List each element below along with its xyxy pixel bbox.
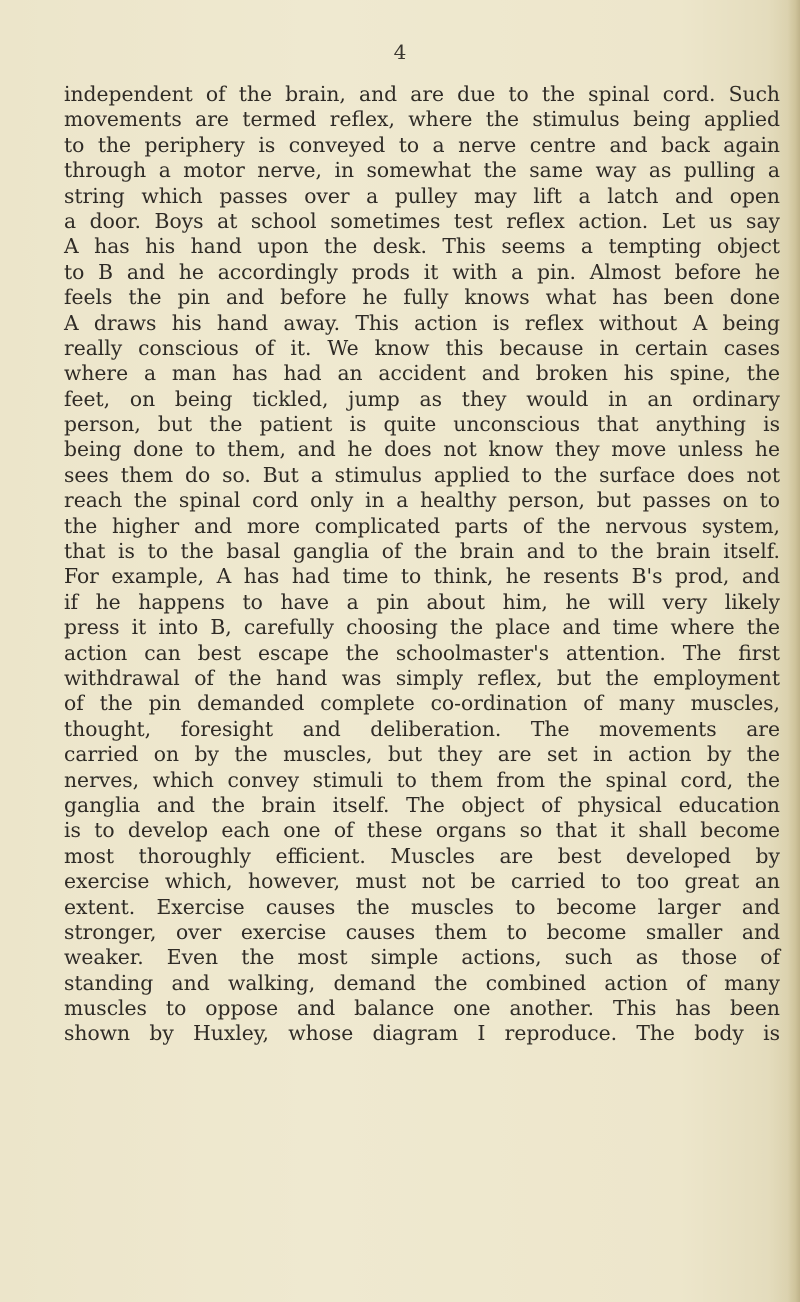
text-line: stronger, over exercise causes them to become smaller and (64, 919, 780, 944)
text-line: extent. Exercise causes the muscles to become larger and (64, 894, 780, 919)
text-line: A has his hand upon the desk. This seems a tempting object (64, 234, 780, 259)
text-line: sees them do so. But a stimulus applied to the surface does not (64, 462, 780, 487)
text-line: to B and he accordingly prods it with a pin. Almost before he (64, 259, 780, 284)
page-edge-shadow (788, 0, 800, 1302)
text-line: feet, on being tickled, jump as they would in an ordinary (64, 386, 780, 411)
text-line: action can best escape the schoolmaster's attention. The first (64, 640, 780, 665)
text-line: person, but the patient is quite unconscious that anything is (64, 412, 780, 437)
text-line: standing and walking, demand the combined action of many (64, 970, 780, 995)
text-line: reach the spinal cord only in a healthy person, but passes on to (64, 488, 780, 513)
text-line: muscles to oppose and balance one another. This has been (64, 996, 780, 1021)
text-line: the higher and more complicated parts of the nervous system, (64, 513, 780, 538)
text-line: a door. Boys at school sometimes test reflex action. Let us say (64, 208, 780, 233)
text-line: press it into B, carefully choosing the place and time where the (64, 615, 780, 640)
text-line: feels the pin and before he fully knows what has been done (64, 285, 780, 310)
text-line: weaker. Even the most simple actions, such as those of (64, 945, 780, 970)
body-paragraph (64, 82, 780, 1047)
text-line: string which passes over a pulley may lift a latch and open (64, 183, 780, 208)
text-line: to the periphery is conveyed to a nerve centre and back again (64, 132, 780, 157)
text-line: withdrawal of the hand was simply reflex, but the employment (64, 665, 780, 690)
text-line: shown by Huxley, whose diagram I reproduce. The body is (64, 1021, 780, 1046)
text-line: being done to them, and he does not know they move unless he (64, 437, 780, 462)
text-line: most thoroughly efficient. Muscles are best developed by (64, 843, 780, 868)
text-line: movements are termed reflex, where the stimulus being applied (64, 107, 780, 132)
text-line: independent of the brain, and are due to the spinal cord. Such (64, 82, 780, 106)
text-line: of the pin demanded complete co-ordination of many muscles, (64, 691, 780, 716)
text-line: ganglia and the brain itself. The object of physical education (64, 792, 780, 817)
text-line: that is to the basal ganglia of the brain and to the brain itself. (64, 539, 780, 564)
text-line: For example, A has had time to think, he resents B's prod, and (64, 564, 780, 589)
text-line: through a motor nerve, in somewhat the same way as pulling a (64, 158, 780, 183)
text-line: carried on by the muscles, but they are set in action by the (64, 742, 780, 767)
text-line: if he happens to have a pin about him, he will very likely (64, 589, 780, 614)
text-line: thought, foresight and deliberation. The movements are (64, 716, 780, 741)
text-line: A draws his hand away. This action is reflex without A being (64, 310, 780, 335)
text-line: really conscious of it. We know this because in certain cases (64, 335, 780, 360)
text-line: is to develop each one of these organs so that it shall become (64, 818, 780, 843)
page-number: 4 (393, 40, 407, 64)
text-line: nerves, which convey stimuli to them from the spinal cord, the (64, 767, 780, 792)
text-line: where a man has had an accident and broken his spine, the (64, 361, 780, 386)
text-line: exercise which, however, must not be carried to too great an (64, 869, 780, 894)
